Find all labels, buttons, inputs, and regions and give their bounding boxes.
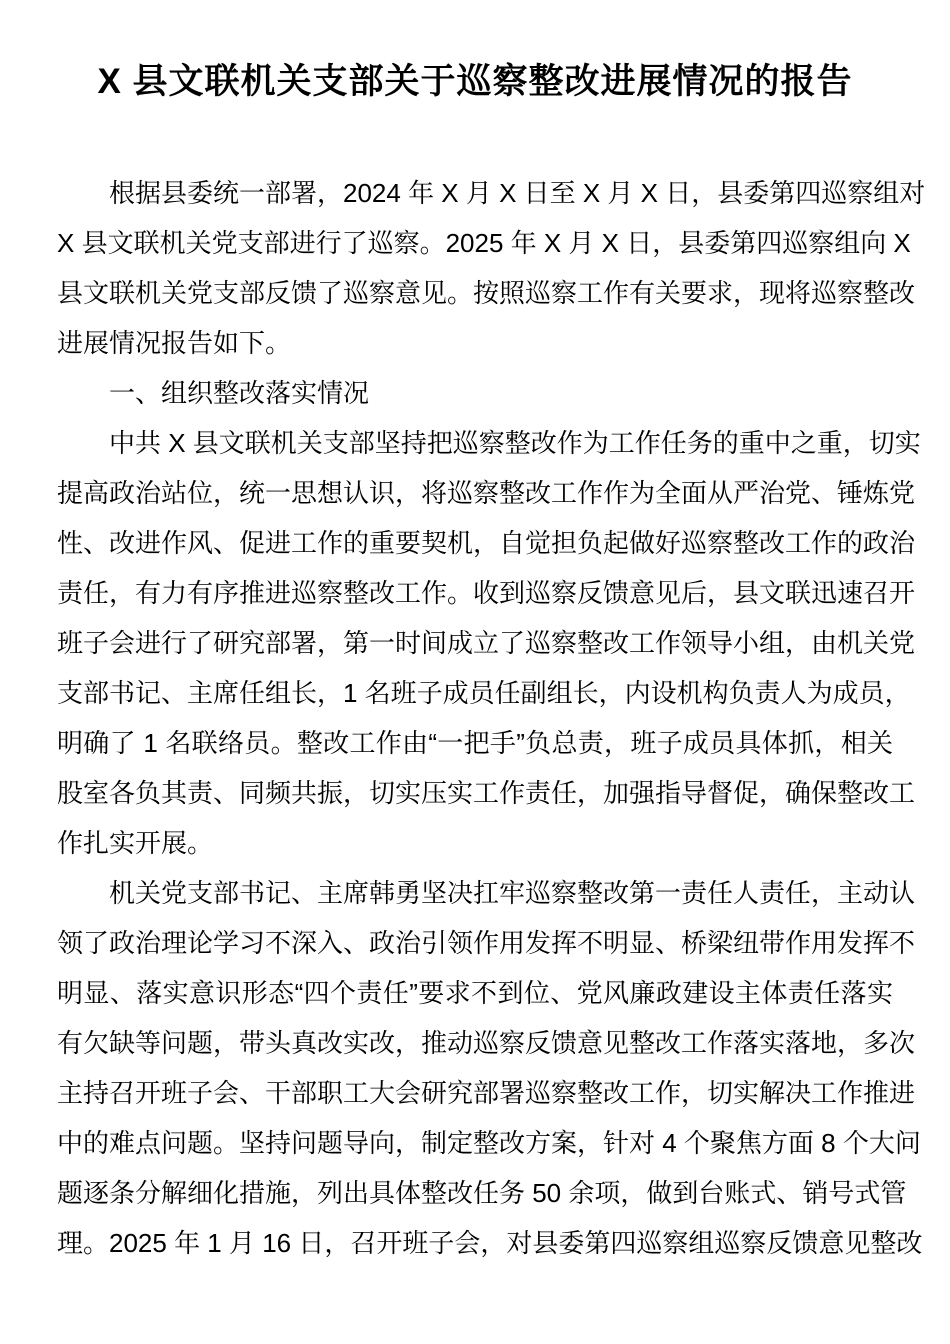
text-line: 班子会进行了研究部署，第一时间成立了巡察整改工作领导小组，由机关党	[57, 628, 916, 658]
text-line: 作扎实开展。	[57, 828, 214, 858]
text-line: 题逐条分解细化措施，列出具体整改任务 50 余项，做到台账式、销号式管	[57, 1178, 907, 1208]
text-line: 领了政治理论学习不深入、政治引领作用发挥不明显、桥梁纽带作用发挥不	[57, 928, 916, 958]
text-line: 支部书记、主席任组长，1 名班子成员任副组长，内设机构负责人为成员，	[57, 678, 911, 708]
document-title: X 县文联机关支部关于巡察整改进展情况的报告	[97, 62, 853, 101]
text-line: 明确了 1 名联络员。整改工作由“一把手”负总责，班子成员具体抓，相关	[57, 728, 893, 758]
text-line: 理。2025 年 1 月 16 日，召开班子会，对县委第四巡察组巡察反馈意见整改	[57, 1228, 923, 1258]
text-line: 股室各负其责、同频共振，切实压实工作责任，加强指导督促，确保整改工	[57, 778, 916, 808]
text-line: 性、改进作风、促进工作的重要契机，自觉担负起做好巡察整改工作的政治	[57, 528, 916, 558]
text-line: 进展情况报告如下。	[57, 328, 292, 358]
heading-line: 一、组织整改落实情况	[109, 378, 370, 408]
text-line: 有欠缺等问题，带头真改实改，推动巡察反馈意见整改工作落实落地，多次	[57, 1028, 916, 1058]
text-line: 根据县委统一部署，2024 年 X 月 X 日至 X 月 X 日，县委第四巡察组对	[109, 178, 926, 208]
text-line: 责任，有力有序推进巡察整改工作。收到巡察反馈意见后，县文联迅速召开	[57, 578, 916, 608]
text-line: 县文联机关党支部反馈了巡察意见。按照巡察工作有关要求，现将巡察整改	[57, 278, 916, 308]
text-line: 机关党支部书记、主席韩勇坚决扛牢巡察整改第一责任人责任，主动认	[109, 878, 916, 908]
text-line: X 县文联机关党支部进行了巡察。2025 年 X 月 X 日，县委第四巡察组向 X	[57, 228, 911, 258]
text-line: 中的难点问题。坚持问题导向，制定整改方案，针对 4 个聚焦方面 8 个大问	[57, 1128, 921, 1158]
section-heading-1	[57, 368, 893, 418]
paragraph-intro	[57, 168, 926, 368]
text-line: 提高政治站位，统一思想认识，将巡察整改工作作为全面从严治党、锤炼党	[57, 478, 916, 508]
text-line: 明显、落实意识形态“四个责任”要求不到位、党风廉政建设主体责任落实	[57, 978, 893, 1008]
text-line: 主持召开班子会、干部职工大会研究部署巡察整改工作，切实解决工作推进	[57, 1078, 916, 1108]
text-line: 中共 X 县文联机关支部坚持把巡察整改作为工作任务的重中之重，切实	[109, 428, 921, 458]
paragraph-org-rectification	[57, 418, 921, 868]
paragraph-secretary-responsibility	[57, 868, 923, 1268]
